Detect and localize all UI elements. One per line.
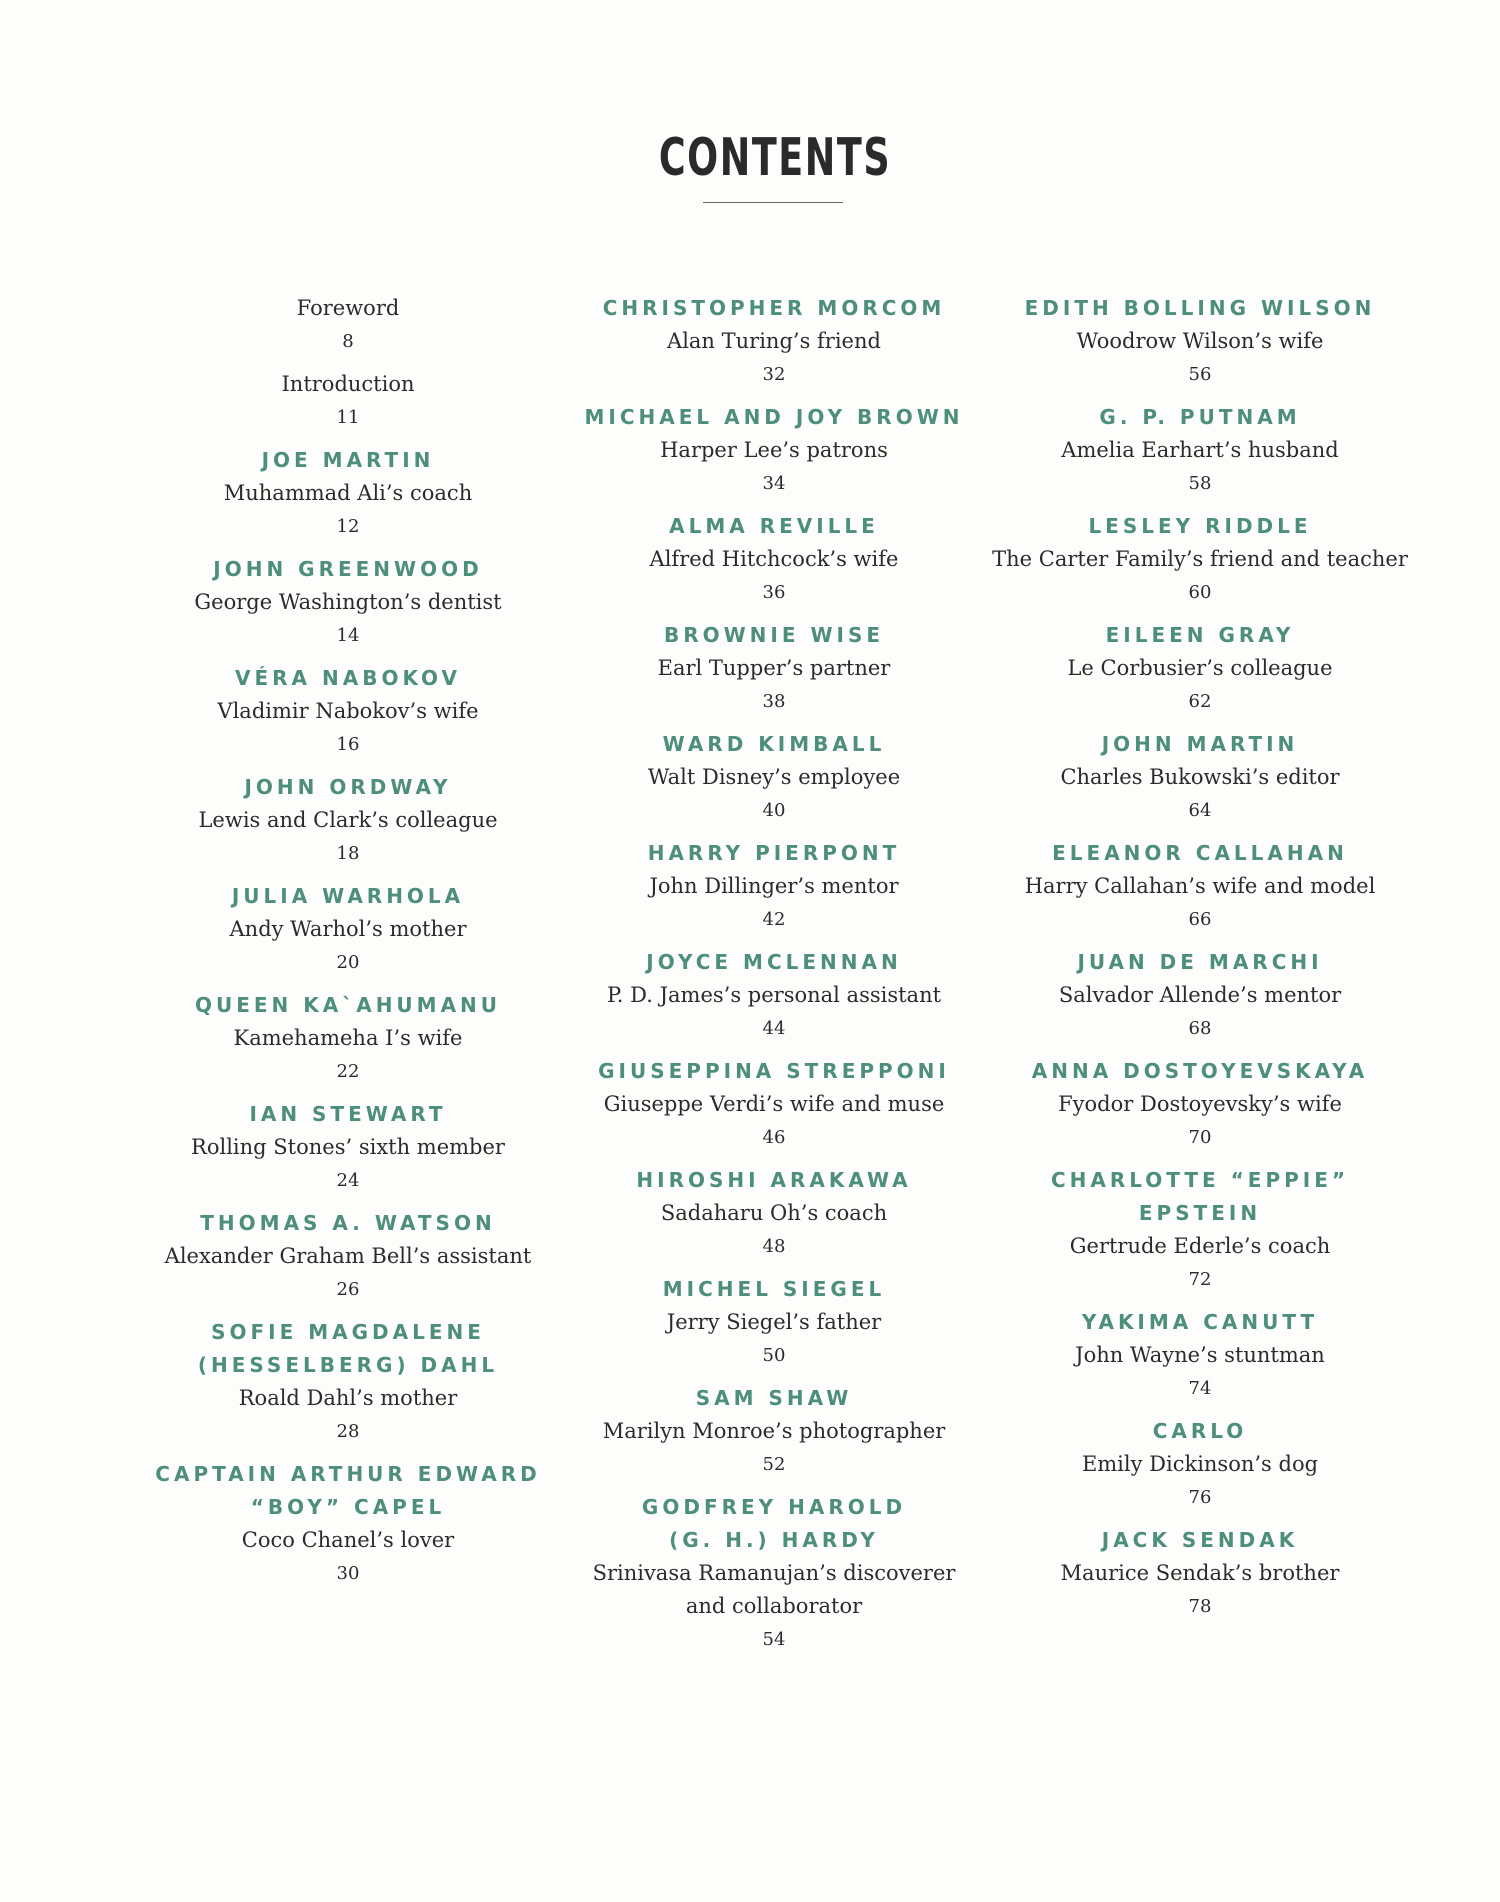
toc-entry [138,444,558,543]
toc-entry-name-line: JACK SENDAK [1101,1528,1299,1552]
toc-entry-name-line: ANNA DOSTOYEVSKAYA [1031,1059,1369,1083]
toc-entry-page-number: 62 [1188,691,1212,712]
toc-entry-description-line: Jerry Siegel’s father [666,1310,882,1334]
toc-entry-page-number: 52 [762,1454,786,1475]
toc-entry-name-line: CHRISTOPHER MORCOM [602,296,946,320]
toc-entry [990,292,1410,391]
toc-entry-description-line: Alexander Graham Bell’s assistant [164,1244,532,1268]
toc-entry-name-line: HARRY PIERPONT [647,841,901,865]
toc-entry-name-line: THOMAS A. WATSON [200,1211,496,1235]
toc-entry [990,946,1410,1045]
toc-entry-description-line: Kamehameha I’s wife [233,1026,463,1050]
toc-entry-page-number: 20 [336,952,360,973]
toc-entry-name [564,1055,984,1088]
toc-entry-description-line: Sadaharu Oh’s coach [660,1201,888,1225]
toc-entry [564,510,984,609]
toc-entry-description [990,979,1410,1012]
toc-entry-name [990,619,1410,652]
toc-entry-name [990,510,1410,543]
toc-column-3 [990,292,1410,1633]
toc-entry-page-number: 36 [762,582,786,603]
toc-entry-page-number: 64 [1188,800,1212,821]
toc-entry-name [138,1458,558,1524]
toc-entry-page-number: 54 [762,1629,786,1650]
title-underline [703,202,843,203]
toc-entry-name [564,728,984,761]
toc-entry [138,1316,558,1448]
toc-column-1 [138,292,558,1600]
toc-entry-name-line: QUEEN KA`AHUMANU [194,993,502,1017]
toc-entry-description [990,1230,1410,1263]
toc-entry-description-line: Earl Tupper’s partner [657,656,891,680]
toc-entry-name-line: EDITH BOLLING WILSON [1024,296,1376,320]
toc-entry [564,1491,984,1656]
toc-entry-page-number: 30 [336,1563,360,1584]
toc-entry-name-line: MICHEL SIEGEL [662,1277,886,1301]
toc-entry-description [138,1022,558,1055]
toc-entry-description [564,1197,984,1230]
toc-entry [138,292,558,358]
toc-entry-name-line: SOFIE MAGDALENE [211,1320,485,1344]
toc-entry [990,837,1410,936]
toc-entry [990,1306,1410,1405]
toc-entry [138,662,558,761]
toc-entry-description-line: Giuseppe Verdi’s wife and muse [603,1092,945,1116]
toc-entry-name [564,1491,984,1557]
toc-entry-page-number: 70 [1188,1127,1212,1148]
toc-entry-description [138,1131,558,1164]
toc-entry-name-line: BROWNIE WISE [663,623,885,647]
toc-entry-name [990,1415,1410,1448]
toc-entry-name [138,553,558,586]
toc-entry-description-line: Coco Chanel’s lover [241,1528,455,1552]
toc-entry-page-number: 24 [336,1170,360,1191]
toc-entry-name [990,728,1410,761]
toc-entry-name-line: LESLEY RIDDLE [1088,514,1312,538]
toc-entry-name-line: EILEEN GRAY [1105,623,1295,647]
toc-section-title: Foreword [296,296,400,320]
toc-entry-description [990,870,1410,903]
toc-entry [990,1415,1410,1514]
toc-entry-name-line: JOE MARTIN [261,448,435,472]
toc-entry-name-line: G. P. PUTNAM [1099,405,1301,429]
toc-entry-name-line: JOHN GREENWOOD [213,557,483,581]
toc-entry-description-line: Salvador Allende’s mentor [1058,983,1342,1007]
toc-entry-page-number: 34 [762,473,786,494]
toc-entry-name-line: YAKIMA CANUTT [1081,1310,1319,1334]
toc-entry-page-number: 42 [762,909,786,930]
toc-entry-name-line: CHARLOTTE “EPPIE” EPSTEIN [1050,1168,1350,1225]
toc-entry-description-line: P. D. James’s personal assistant [606,983,942,1007]
toc-entry-description-line: John Wayne’s stuntman [1075,1343,1325,1367]
toc-entry-name [990,401,1410,434]
toc-section-title: Introduction [281,372,415,396]
page-title: CONTENTS [658,128,892,188]
toc-entry [564,1273,984,1372]
toc-entry [990,1164,1410,1296]
toc-entry [990,1524,1410,1623]
toc-entry [990,619,1410,718]
toc-entry-name [564,946,984,979]
toc-entry-description [564,1557,984,1623]
toc-entry-description-line: Lewis and Clark’s colleague [198,808,498,832]
toc-entry-description-line: Alfred Hitchcock’s wife [649,547,899,571]
toc-column-2 [564,292,984,1666]
toc-entry-description [138,477,558,510]
toc-entry-name [990,292,1410,325]
toc-entry-description [564,761,984,794]
toc-entry-name-line: “BOY” CAPEL [250,1495,446,1519]
toc-entry-description [564,1306,984,1339]
toc-entry-description-line: Marilyn Monroe’s photographer [602,1419,946,1443]
toc-entry-description-line: Amelia Earhart’s husband [1061,438,1339,462]
toc-entry-description [990,543,1410,576]
toc-entry-description [564,1415,984,1448]
toc-entry-name-line: JOHN ORDWAY [244,775,452,799]
toc-entry-description [564,652,984,685]
toc-entry-page-number: 44 [762,1018,786,1039]
toc-entry-name [564,1382,984,1415]
toc-entry-description [564,870,984,903]
toc-entry-description-line: Walt Disney’s employee [647,765,901,789]
toc-entry-description [564,543,984,576]
toc-entry-page-number: 78 [1188,1596,1212,1617]
toc-entry [564,1382,984,1481]
toc-entry-page-number: 40 [762,800,786,821]
toc-entry-page-number: 56 [1188,364,1212,385]
toc-entry-description-line: Charles Bukowski’s editor [1060,765,1340,789]
toc-entry-description-line: Roald Dahl’s mother [238,1386,458,1410]
toc-entry [138,771,558,870]
toc-entry-description-line: Maurice Sendak’s brother [1060,1561,1340,1585]
toc-entry-description [990,1339,1410,1372]
toc-entry [138,553,558,652]
toc-entry-description-line: and collaborator [685,1594,863,1618]
toc-entry [564,619,984,718]
toc-entry [138,880,558,979]
toc-entry-page-number: 11 [336,407,360,428]
toc-entry-name [138,1316,558,1382]
toc-entry-description-line: Srinivasa Ramanujan’s discoverer [592,1561,956,1585]
toc-entry-page-number: 12 [336,516,360,537]
toc-entry-page-number: 26 [336,1279,360,1300]
toc-entry-description-line: Le Corbusier’s colleague [1067,656,1333,680]
toc-entry-description [990,761,1410,794]
toc-entry-name-line: HIROSHI ARAKAWA [636,1168,912,1192]
toc-entry-name [138,1098,558,1131]
toc-entry-page-number: 16 [336,734,360,755]
toc-entry-name [564,510,984,543]
toc-entry-description-line: Andy Warhol’s mother [229,917,467,941]
toc-entry-name-line: JULIA WARHOLA [231,884,465,908]
toc-entry-page-number: 8 [342,331,354,352]
toc-entry-page-number: 76 [1188,1487,1212,1508]
toc-entry [564,401,984,500]
toc-entry-name-line: MICHAEL AND JOY BROWN [584,405,964,429]
toc-entry-description [564,1088,984,1121]
toc-entry-description-line: Muhammad Ali’s coach [223,481,473,505]
toc-entry-description-line: Woodrow Wilson’s wife [1076,329,1324,353]
toc-entry-description-line: Emily Dickinson’s dog [1081,1452,1319,1476]
toc-entry-name-line: JOHN MARTIN [1101,732,1299,756]
toc-entry-description [990,1557,1410,1590]
toc-entry-name-line: ELEANOR CALLAHAN [1052,841,1348,865]
toc-entry-description-line: Alan Turing’s friend [667,329,881,353]
toc-entry-description [990,434,1410,467]
toc-entry-name [564,1164,984,1197]
toc-entry-page-number: 72 [1188,1269,1212,1290]
toc-entry-page-number: 60 [1188,582,1212,603]
toc-entry-name-line: (G. H.) HARDY [669,1528,879,1552]
toc-entry [990,401,1410,500]
toc-entry-name [138,1207,558,1240]
toc-entry-name-line: SAM SHAW [695,1386,853,1410]
toc-entry-description [990,1088,1410,1121]
toc-entry-description [138,1382,558,1415]
toc-entry-page-number: 46 [762,1127,786,1148]
toc-entry-description [564,325,984,358]
toc-entry-name [564,837,984,870]
toc-entry-description-line: Gertrude Ederle’s coach [1069,1234,1331,1258]
toc-entry-description [138,695,558,728]
toc-entry-description [990,1448,1410,1481]
toc-entry-name [138,989,558,1022]
toc-entry-description-line: Fyodor Dostoyevsky’s wife [1058,1092,1342,1116]
toc-entry-page-number: 18 [336,843,360,864]
toc-entry-page-number: 68 [1188,1018,1212,1039]
toc-entry-name [564,401,984,434]
toc-entry-page-number: 50 [762,1345,786,1366]
toc-entry-name-line: GODFREY HAROLD [641,1495,907,1519]
toc-entry-name-line: ALMA REVILLE [669,514,879,538]
toc-entry-name-line: JOYCE MCLENNAN [646,950,902,974]
toc-entry-name-line: IAN STEWART [249,1102,447,1126]
toc-entry [990,728,1410,827]
toc-entry-name [138,771,558,804]
toc-entry-name-line: VÉRA NABOKOV [235,666,461,690]
toc-entry-name [990,1164,1410,1230]
toc-entry-name [990,837,1410,870]
toc-entry-name [564,292,984,325]
toc-entry-description [990,652,1410,685]
toc-entry-page-number: 66 [1188,909,1212,930]
toc-entry [138,1098,558,1197]
toc-entry-page-number: 22 [336,1061,360,1082]
toc-entry-description-line: George Washington’s dentist [194,590,502,614]
toc-entry-description-line: The Carter Family’s friend and teacher [992,547,1408,571]
toc-entry-name-line: WARD KIMBALL [662,732,886,756]
toc-entry-description-line: Harry Callahan’s wife and model [1024,874,1376,898]
toc-entry [138,368,558,434]
toc-entry-name [138,880,558,913]
toc-entry-description [138,1240,558,1273]
toc-entry-description [564,434,984,467]
toc-entry [564,292,984,391]
toc-entry [564,1055,984,1154]
toc-entry [564,946,984,1045]
toc-entry-page-number: 74 [1188,1378,1212,1399]
toc-entry [138,989,558,1088]
toc-entry-description [564,979,984,1012]
toc-entry [990,510,1410,609]
toc-entry-name-line: CARLO [1152,1419,1248,1443]
toc-entry-page-number: 48 [762,1236,786,1257]
toc-entry-description-line: John Dillinger’s mentor [649,874,899,898]
toc-entry [138,1207,558,1306]
toc-entry-page-number: 38 [762,691,786,712]
toc-entry-page-number: 32 [762,364,786,385]
toc-entry-page-number: 58 [1188,473,1212,494]
toc-entry [564,837,984,936]
toc-entry-name-line: CAPTAIN ARTHUR EDWARD [155,1462,541,1486]
toc-entry-name [990,1055,1410,1088]
toc-entry-name [564,619,984,652]
toc-entry-name [138,444,558,477]
toc-entry-description-line: Harper Lee’s patrons [660,438,888,462]
toc-entry-name [990,1306,1410,1339]
toc-entry-page-number: 28 [336,1421,360,1442]
toc-entry-description [138,804,558,837]
toc-entry-page-number: 14 [336,625,360,646]
toc-entry-name-line: JUAN DE MARCHI [1077,950,1323,974]
toc-entry-name-line: (HESSELBERG) DAHL [197,1353,499,1377]
toc-entry-name [990,1524,1410,1557]
toc-entry-name-line: GIUSEPPINA STREPPONI [598,1059,950,1083]
toc-entry [990,1055,1410,1154]
toc-entry-name [990,946,1410,979]
toc-entry-description-line: Rolling Stones’ sixth member [191,1135,505,1159]
toc-entry-description [138,1524,558,1557]
toc-entry-name [138,662,558,695]
toc-entry [138,1458,558,1590]
toc-entry-name [564,1273,984,1306]
toc-entry-description [138,913,558,946]
toc-entry [564,1164,984,1263]
toc-entry-description-line: Vladimir Nabokov’s wife [217,699,479,723]
toc-entry-description [138,586,558,619]
toc-entry [564,728,984,827]
toc-entry-description [990,325,1410,358]
